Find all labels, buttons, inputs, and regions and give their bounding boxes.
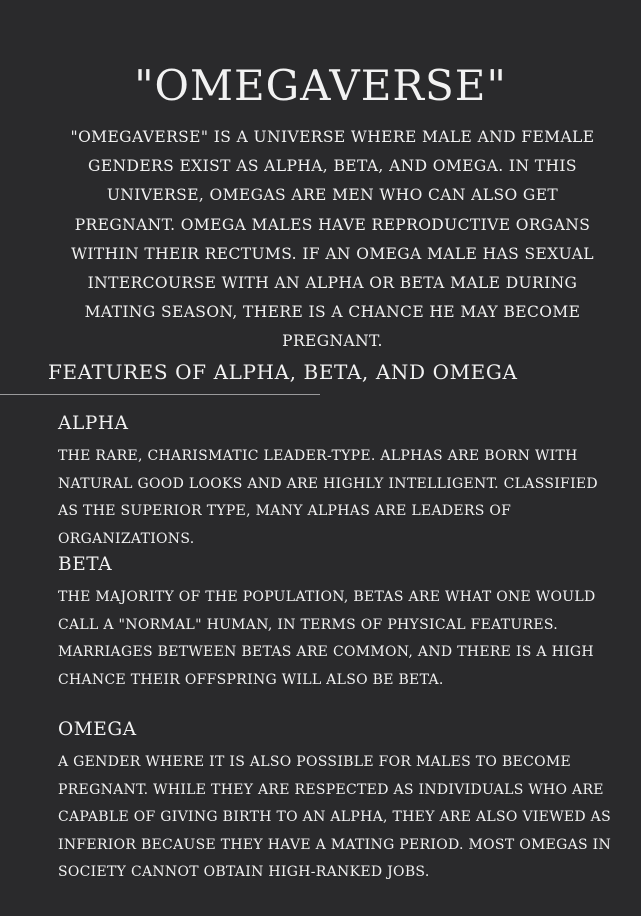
features-heading: FEATURES OF ALPHA, BETA, AND OMEGA	[48, 360, 518, 384]
section-beta-body: THE MAJORITY OF THE POPULATION, BETAS ARE WHAT ONE WOULD CALL A "NORMAL" HUMAN, IN TERMS OF PHYSICAL FEATURES. MARRIAGES BETWEEN BETAS ARE COMMON, AND THERE IS A HIGH CHANCE THEIR OFFSPRING WILL ALSO BE BETA.	[58, 589, 596, 688]
section-alpha-body: THE RARE, CHARISMATIC LEADER-TYPE. ALPHAS ARE BORN WITH NATURAL GOOD LOOKS AND ARE HIGHLY INTELLIGENT. CLASSIFIED AS THE SUPERIOR TYPE, MANY ALPHAS ARE LEADERS OF ORGANIZATIONS.	[58, 448, 598, 547]
features-divider	[0, 394, 320, 395]
section-omega-heading: OMEGA	[58, 719, 137, 740]
page-title: "OMEGAVERSE"	[134, 61, 507, 110]
section-beta-heading: BETA	[58, 554, 113, 575]
section-alpha	[58, 411, 618, 553]
section-alpha-heading: ALPHA	[58, 413, 129, 434]
section-beta	[58, 552, 618, 694]
intro-paragraph: "OMEGAVERSE" IS A UNIVERSE WHERE MALE AND FEMALE GENDERS EXIST AS ALPHA, BETA, AND OMEGA. IN THIS UNIVERSE, OMEGAS ARE MEN WHO CAN ALSO GET PREGNANT. OMEGA MALES HAVE REPRODUCTIVE ORGANS WITHIN THEIR RECTUMS. IF AN OMEGA MALE HAS SEXUAL INTERCOURSE WITH AN ALPHA OR BETA MALE DURING MATING SEASON, THERE IS A CHANCE HE MAY BECOME PREGNANT.	[70, 128, 595, 351]
section-omega	[58, 717, 618, 887]
section-omega-body: A GENDER WHERE IT IS ALSO POSSIBLE FOR MALES TO BECOME PREGNANT. WHILE THEY ARE RESPECTED AS INDIVIDUALS WHO ARE CAPABLE OF GIVING BIRTH TO AN ALPHA, THEY ARE ALSO VIEWED AS INFERIOR BECAUSE THEY HAVE A MATING PERIOD. MOST OMEGAS IN SOCIETY CANNOT OBTAIN HIGH-RANKED JOBS.	[58, 754, 612, 880]
